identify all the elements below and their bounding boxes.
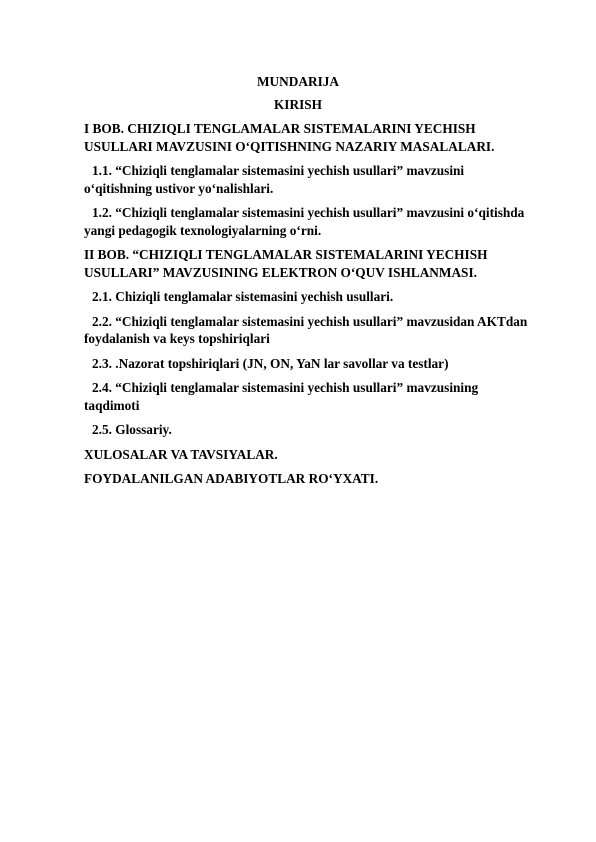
toc-entry-section-2-5: [84, 421, 560, 439]
toc-entry-line: yangi pedagogik texnologiyalarning o‘rni.: [84, 222, 322, 238]
toc-entry-line: 2.1. Chiziqli tenglamalar sistemasini yechish usullari.: [92, 289, 394, 304]
toc-entry-line: 2.5. Glossariy.: [92, 422, 172, 437]
page-title: MUNDARIJA: [257, 74, 339, 89]
toc-entry-section-1-2: [84, 204, 560, 239]
toc-entry-section-2-2: [84, 313, 560, 348]
toc-entry-chapter-2: [84, 246, 560, 281]
toc-entry-section-1-1: [84, 162, 560, 197]
toc-entry-introduction: KIRISH: [273, 96, 323, 112]
toc-entry-references: [84, 470, 560, 488]
toc-entry-line: taqdimoti: [84, 397, 140, 413]
toc-entry-conclusion: [84, 446, 560, 464]
toc-entry-line: 1.2. “Chiziqli tenglamalar sistemasini yechish usullari” mavzusini o‘qitishda: [92, 205, 525, 220]
toc-entry-line: 2.2. “Chiziqli tenglamalar sistemasini yechish usullari” mavzusidan AKTdan: [92, 313, 528, 329]
toc-entry-line: 2.4. “Chiziqli tenglamalar sistemasini yechish usullari” mavzusining: [92, 380, 479, 395]
toc-entry-line: USULLARI” MAVZUSINING ELEKTRON O‘QUV ISHLANMASI.: [84, 264, 477, 280]
toc-entry-line: o‘qitishning ustivor yo‘nalishlari.: [84, 180, 274, 196]
table-of-contents: [84, 73, 560, 488]
toc-entry-line: 2.3. .Nazorat topshiriqlari (JN, ON, YaN lar savollar va testlar): [92, 355, 449, 371]
toc-entry-line: FOYDALANILGAN ADABIYOTLAR RO‘YXATI.: [84, 471, 379, 486]
toc-entry-line: USULLARI MAVZUSINI O‘QITISHNING NAZARIY MASALALARI.: [84, 138, 495, 154]
toc-entry-section-2-1: [84, 288, 560, 306]
toc-entry-section-2-3: [84, 355, 560, 373]
toc-entry-line: II BOB. “CHIZIQLI TENGLAMALAR SISTEMALARINI YECHISH: [84, 247, 488, 262]
toc-entry-line: foydalanish va keys topshiriqlari: [84, 331, 270, 346]
toc-entry-line: I BOB. CHIZIQLI TENGLAMALAR SISTEMALARINI YECHISH: [84, 121, 476, 136]
toc-entry-line: 1.1. “Chiziqli tenglamalar sistemasini yechish usullari” mavzusini: [92, 163, 465, 178]
toc-entry-line: XULOSALAR VA TAVSIYALAR.: [84, 446, 278, 462]
toc-entry-section-2-4: [84, 379, 560, 414]
toc-entry-chapter-1: [84, 120, 560, 155]
